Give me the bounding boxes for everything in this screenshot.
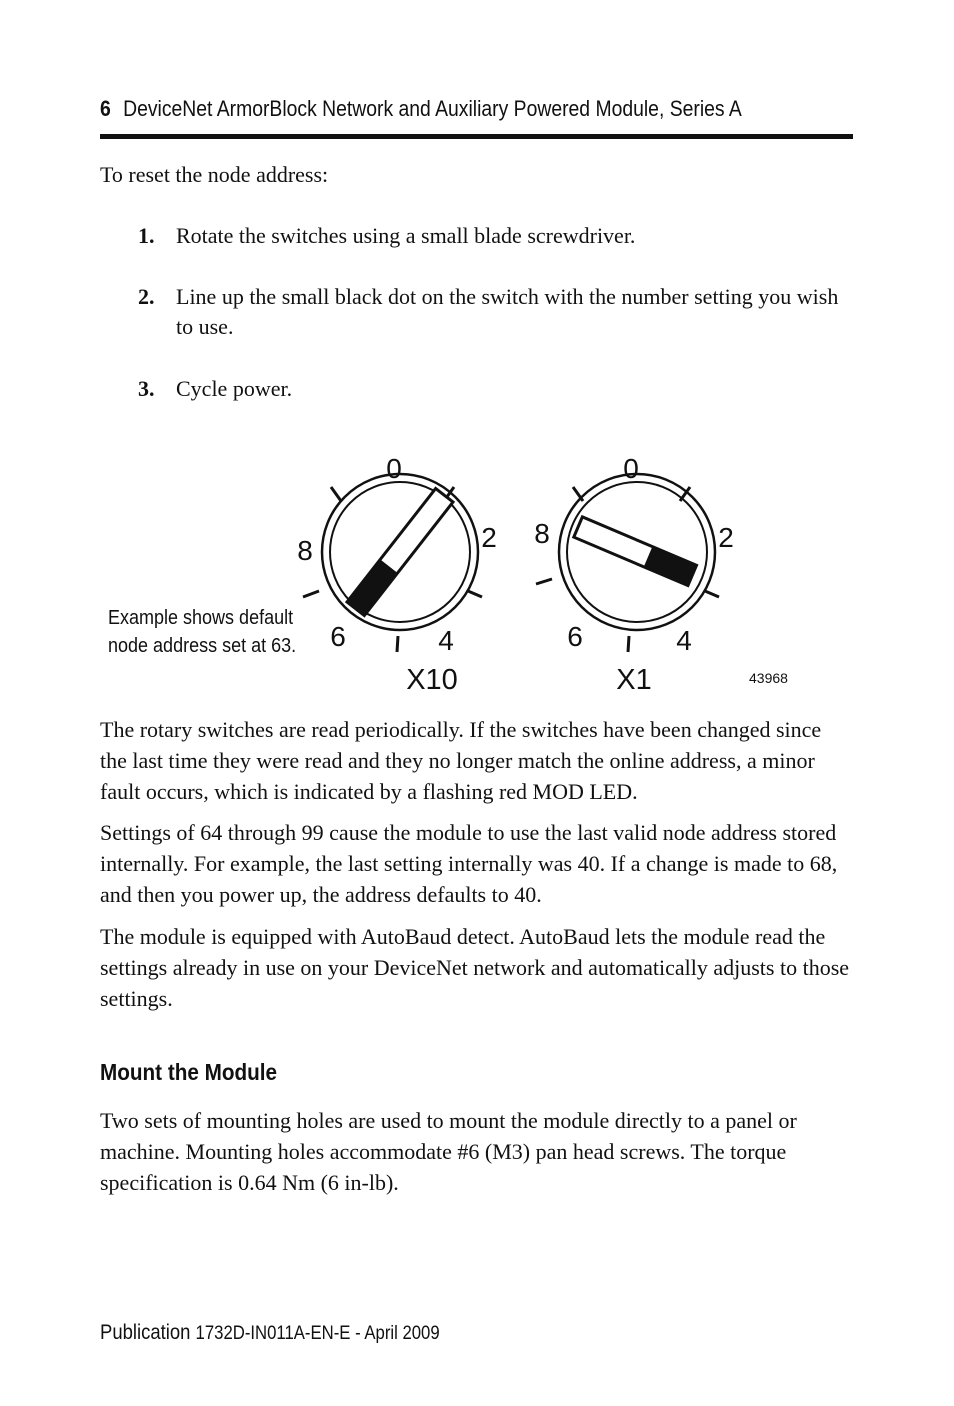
header-rule bbox=[100, 134, 853, 139]
section-body: Two sets of mounting holes are used to mount the module directly to a panel or machine. Mounting holes accommodate #6 (M3) pan head screws. The torque specification is 0.64 Nm (6 in-lb). bbox=[100, 1108, 797, 1195]
dial-label-6: 6 bbox=[330, 621, 346, 652]
step-text: Cycle power. bbox=[176, 376, 293, 401]
publication-label: Publication bbox=[100, 1321, 191, 1344]
switch-slot-x10 bbox=[347, 488, 453, 615]
dial-label-8: 8 bbox=[297, 535, 313, 566]
figure-id: 43968 bbox=[749, 670, 788, 686]
switch-slot-x1 bbox=[574, 517, 697, 586]
rotary-switch-figure bbox=[280, 440, 760, 710]
dial-label-8: 8 bbox=[534, 518, 550, 549]
page-number: 6 bbox=[100, 96, 111, 121]
dial-label-0: 0 bbox=[386, 453, 402, 484]
paragraph-autobaud: The module is equipped with AutoBaud detect. AutoBaud lets the module read the settings already in use on your DeviceNet network and automatically adjusts to those settings. bbox=[100, 924, 850, 1011]
dial-label-4: 4 bbox=[438, 625, 454, 656]
switch-label-x1: X1 bbox=[616, 664, 652, 696]
rotary-switch-x10 bbox=[297, 453, 497, 696]
dial-label-6: 6 bbox=[567, 621, 583, 652]
step-number: 3. bbox=[138, 376, 155, 401]
step-text: Rotate the switches using a small blade screwdriver. bbox=[176, 223, 636, 248]
paragraph-rotary-switches: The rotary switches are read periodically. If the switches have been changed since the last time they were read and they no longer match the online address, a minor fault occurs, which is indicated by a flashing red MOD LED. bbox=[100, 717, 822, 804]
intro-text: To reset the node address: bbox=[100, 162, 329, 187]
document-title: DeviceNet ArmorBlock Network and Auxiliary Powered Module, Series A bbox=[123, 96, 742, 121]
rotary-switch-x1 bbox=[534, 453, 734, 696]
dial-label-0: 0 bbox=[623, 453, 639, 484]
step-number: 1. bbox=[138, 223, 155, 248]
step-number: 2. bbox=[138, 284, 155, 309]
paragraph-settings-64-99: Settings of 64 through 99 cause the module to use the last valid node address stored internally. For example, the last setting internally was 40. If a change is made to 68, and then you power up, the address defaults to 40. bbox=[100, 820, 838, 907]
step-text: Line up the small black dot on the switch with the number setting you wish to use. bbox=[176, 284, 839, 339]
page-footer bbox=[100, 1318, 440, 1349]
dial-label-4: 4 bbox=[676, 625, 692, 656]
dial-label-2: 2 bbox=[718, 522, 734, 553]
section-heading: Mount the Module bbox=[100, 1059, 278, 1085]
publication-code: 1732D-IN011A-EN-E - April 2009 bbox=[195, 1323, 440, 1344]
switch-label-x10: X10 bbox=[406, 664, 458, 696]
dial-label-2: 2 bbox=[481, 522, 497, 553]
page-header bbox=[100, 94, 763, 124]
figure-caption: Example shows default node address set at 63. bbox=[108, 607, 297, 657]
